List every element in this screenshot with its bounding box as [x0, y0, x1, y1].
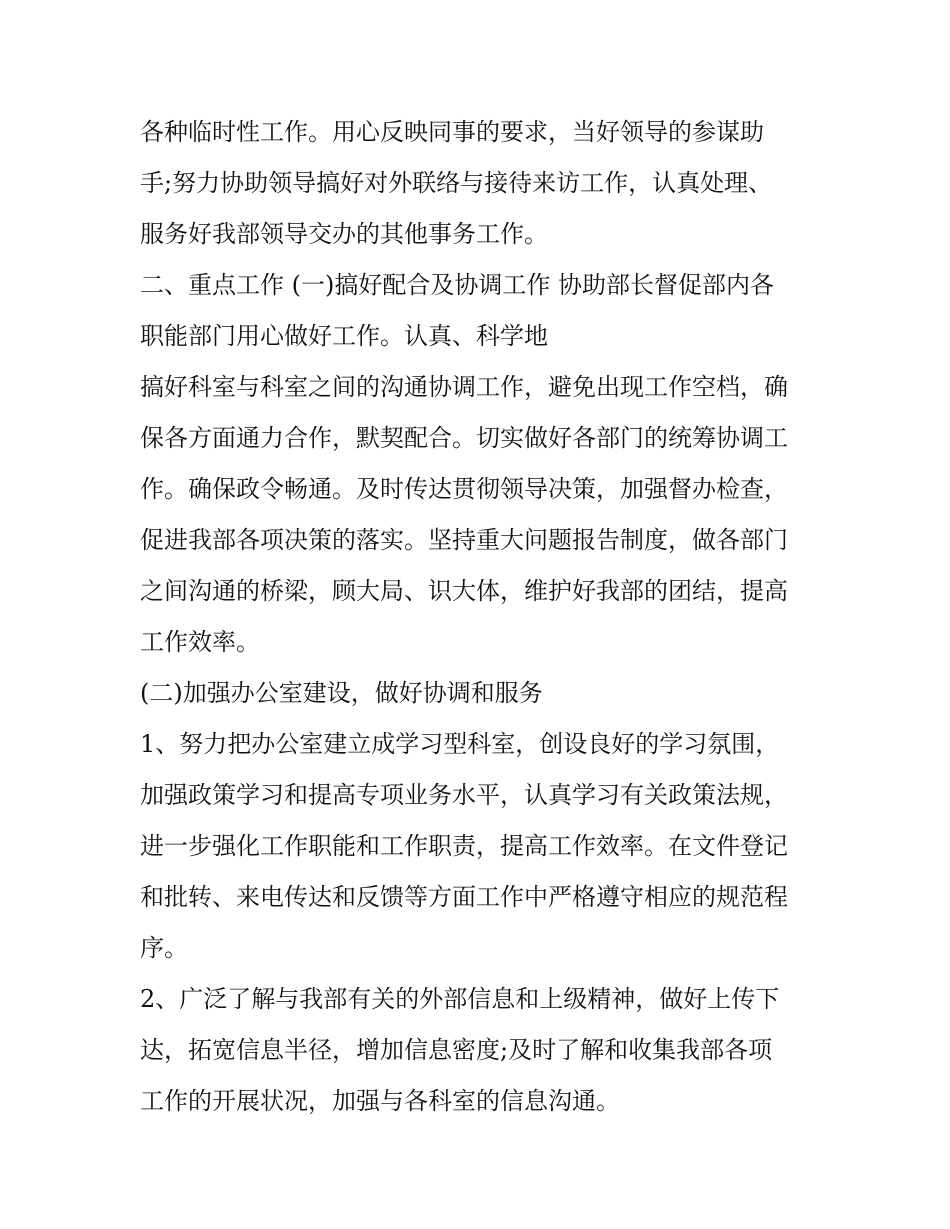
text-line: 工作的开展状况，加强与各科室的信息沟通。 [140, 1087, 620, 1115]
subsection-heading-line: (二)加强办公室建设，做好协调和服务 [140, 679, 543, 707]
text-line: 各种临时性工作。用心反映同事的要求，当好领导的参谋助 [140, 118, 764, 146]
text-line: 促进我部各项决策的落实。坚持重大问题报告制度，做各部门 [140, 526, 788, 554]
text-line: 之间沟通的桥梁，顾大局、识大体，维护好我部的团结，提高 [140, 577, 788, 605]
text-line: 和批转、来电传达和反馈等方面工作中严格遵守相应的规范程 [140, 883, 788, 911]
text-line: 搞好科室与科室之间的沟通协调工作，避免出现工作空档，确 [140, 373, 788, 401]
section-heading-line: 二、重点工作 (一)搞好配合及协调工作 协助部长督促部内各 [140, 271, 774, 299]
text-line: 加强政策学习和提高专项业务水平，认真学习有关政策法规， [140, 781, 788, 809]
list-item-line: 2、广泛了解与我部有关的外部信息和上级精神，做好上传下 [140, 985, 780, 1013]
document-page [140, 107, 820, 1127]
text-line: 服务好我部领导交办的其他事务工作。 [140, 220, 548, 248]
text-line: 工作效率。 [140, 628, 260, 656]
text-line: 序。 [140, 934, 188, 962]
text-line: 保各方面通力合作，默契配合。切实做好各部门的统筹协调工 [140, 424, 788, 452]
text-line: 达，拓宽信息半径，增加信息密度;及时了解和收集我部各项 [140, 1036, 773, 1064]
text-line: 作。确保政令畅通。及时传达贯彻领导决策，加强督办检查， [140, 475, 788, 503]
text-line: 手;努力协助领导搞好对外联络与接待来访工作，认真处理、 [140, 169, 773, 197]
text-line: 职能部门用心做好工作。认真、科学地 [140, 322, 548, 350]
list-item-line: 1、努力把办公室建立成学习型科室，创设良好的学习氛围， [140, 730, 780, 758]
text-line: 进一步强化工作职能和工作职责，提高工作效率。在文件登记 [140, 832, 788, 860]
